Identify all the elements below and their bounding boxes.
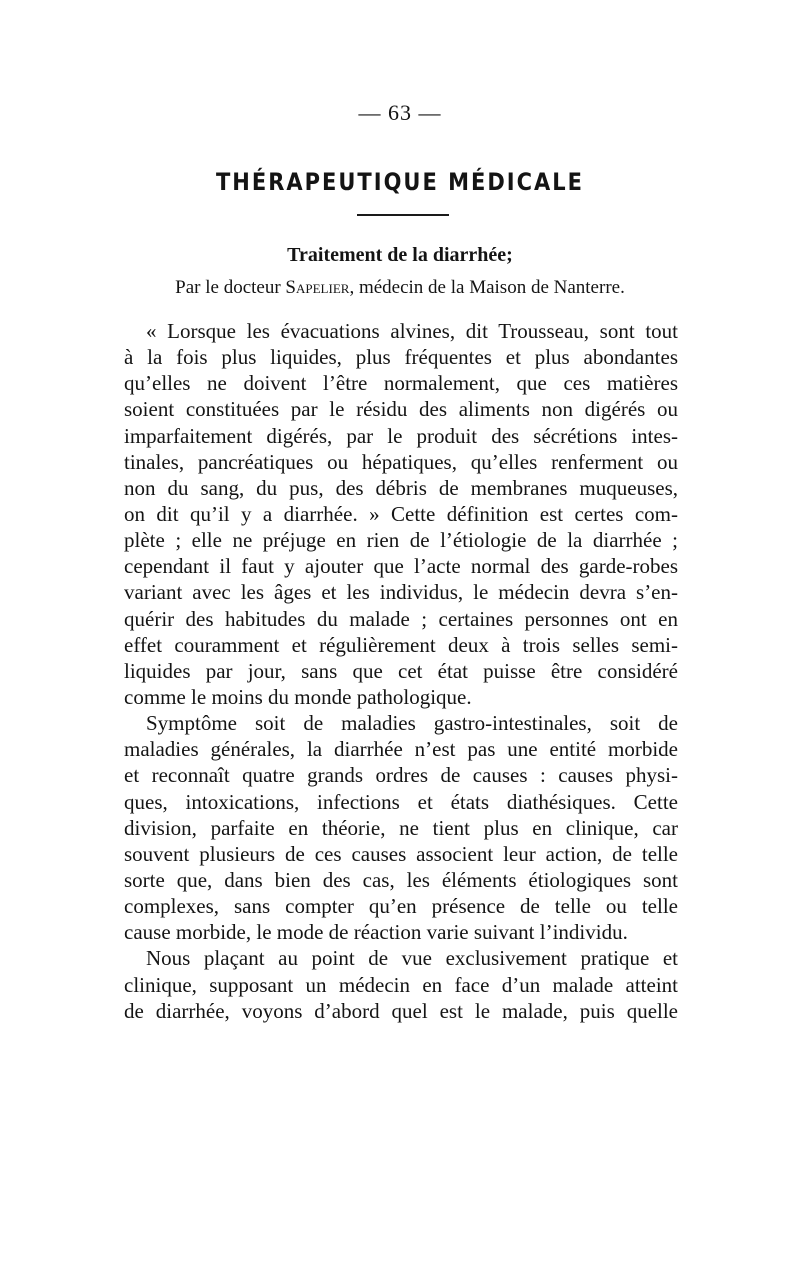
body-text bbox=[124, 318, 678, 1024]
section-title: THÉRAPEUTIQUE MÉDICALE bbox=[215, 168, 585, 196]
text-line: liquides par jour, sans que cet état puisse être considéré bbox=[124, 658, 678, 683]
text-line: sorte que, dans bien des cas, les éléments étiologiques sont bbox=[124, 867, 678, 892]
text-line: « Lorsque les évacuations alvines, dit Trousseau, sont tout bbox=[146, 319, 678, 343]
text-line: qu’elles ne doivent l’être normalement, que ces matières bbox=[124, 371, 678, 396]
title-divider bbox=[357, 214, 449, 216]
text-line: variant avec les âges et les individus, le médecin devra s’en- bbox=[124, 580, 678, 605]
text-line: quérir des habitudes du malade ; certaines personnes ont en bbox=[124, 606, 678, 631]
byline bbox=[0, 277, 800, 299]
text-line: cependant il faut y ajouter que l’acte normal des garde-robes bbox=[124, 554, 678, 579]
text-line: clinique, supposant un médecin en face d’un malade atteint bbox=[124, 972, 678, 997]
text-line: on dit qu’il y a diarrhée. » Cette définition est certes com- bbox=[124, 501, 678, 526]
text-line: de diarrhée, voyons d’abord quel est le malade, puis quelle bbox=[124, 998, 678, 1023]
text-line: non du sang, du pus, des débris de membranes muqueuses, bbox=[124, 475, 678, 500]
byline-prefix: Par le docteur bbox=[175, 277, 281, 298]
text-line: comme le moins du monde pathologique. bbox=[124, 684, 472, 709]
text-line: tinales, pancréatiques ou hépatiques, qu’elles renferment ou bbox=[124, 449, 678, 474]
byline-author: Sapelier bbox=[285, 277, 350, 298]
text-line: imparfaitement digérés, par le produit des sécrétions intes- bbox=[124, 423, 678, 448]
page-number: — 63 — bbox=[358, 100, 442, 125]
text-line: soient constituées par le résidu des aliments non digérés ou bbox=[124, 397, 678, 422]
text-line: Nous plaçant au point de vue exclusivement pratique et bbox=[146, 946, 678, 971]
text-line: division, parfaite en théorie, ne tient plus en clinique, car bbox=[124, 815, 678, 840]
text-line: et reconnaît quatre grands ordres de causes : causes physi- bbox=[124, 763, 678, 788]
article-title: Traitement de la diarrhée; bbox=[287, 244, 513, 266]
text-line: Symptôme soit de maladies gastro-intestinales, soit de bbox=[146, 711, 678, 736]
text-line: ques, intoxications, infections et états diathésiques. Cette bbox=[124, 789, 678, 814]
text-line: cause morbide, le mode de réaction varie suivant l’individu. bbox=[124, 920, 628, 945]
byline-suffix: , médecin de la Maison de Nanterre. bbox=[349, 277, 625, 298]
text-line: à la fois plus liquides, plus fréquentes et plus abondantes bbox=[124, 345, 678, 370]
text-line: souvent plusieurs de ces causes associent leur action, de telle bbox=[124, 841, 678, 866]
text-line: maladies générales, la diarrhée n’est pas une entité morbide bbox=[124, 737, 678, 762]
text-line: plète ; elle ne préjuge en rien de l’étiologie de la diarrhée ; bbox=[124, 528, 678, 553]
text-line: effet couramment et régulièrement deux à trois selles semi- bbox=[124, 632, 678, 657]
text-line: complexes, sans compter qu’en présence de telle ou telle bbox=[124, 894, 678, 919]
